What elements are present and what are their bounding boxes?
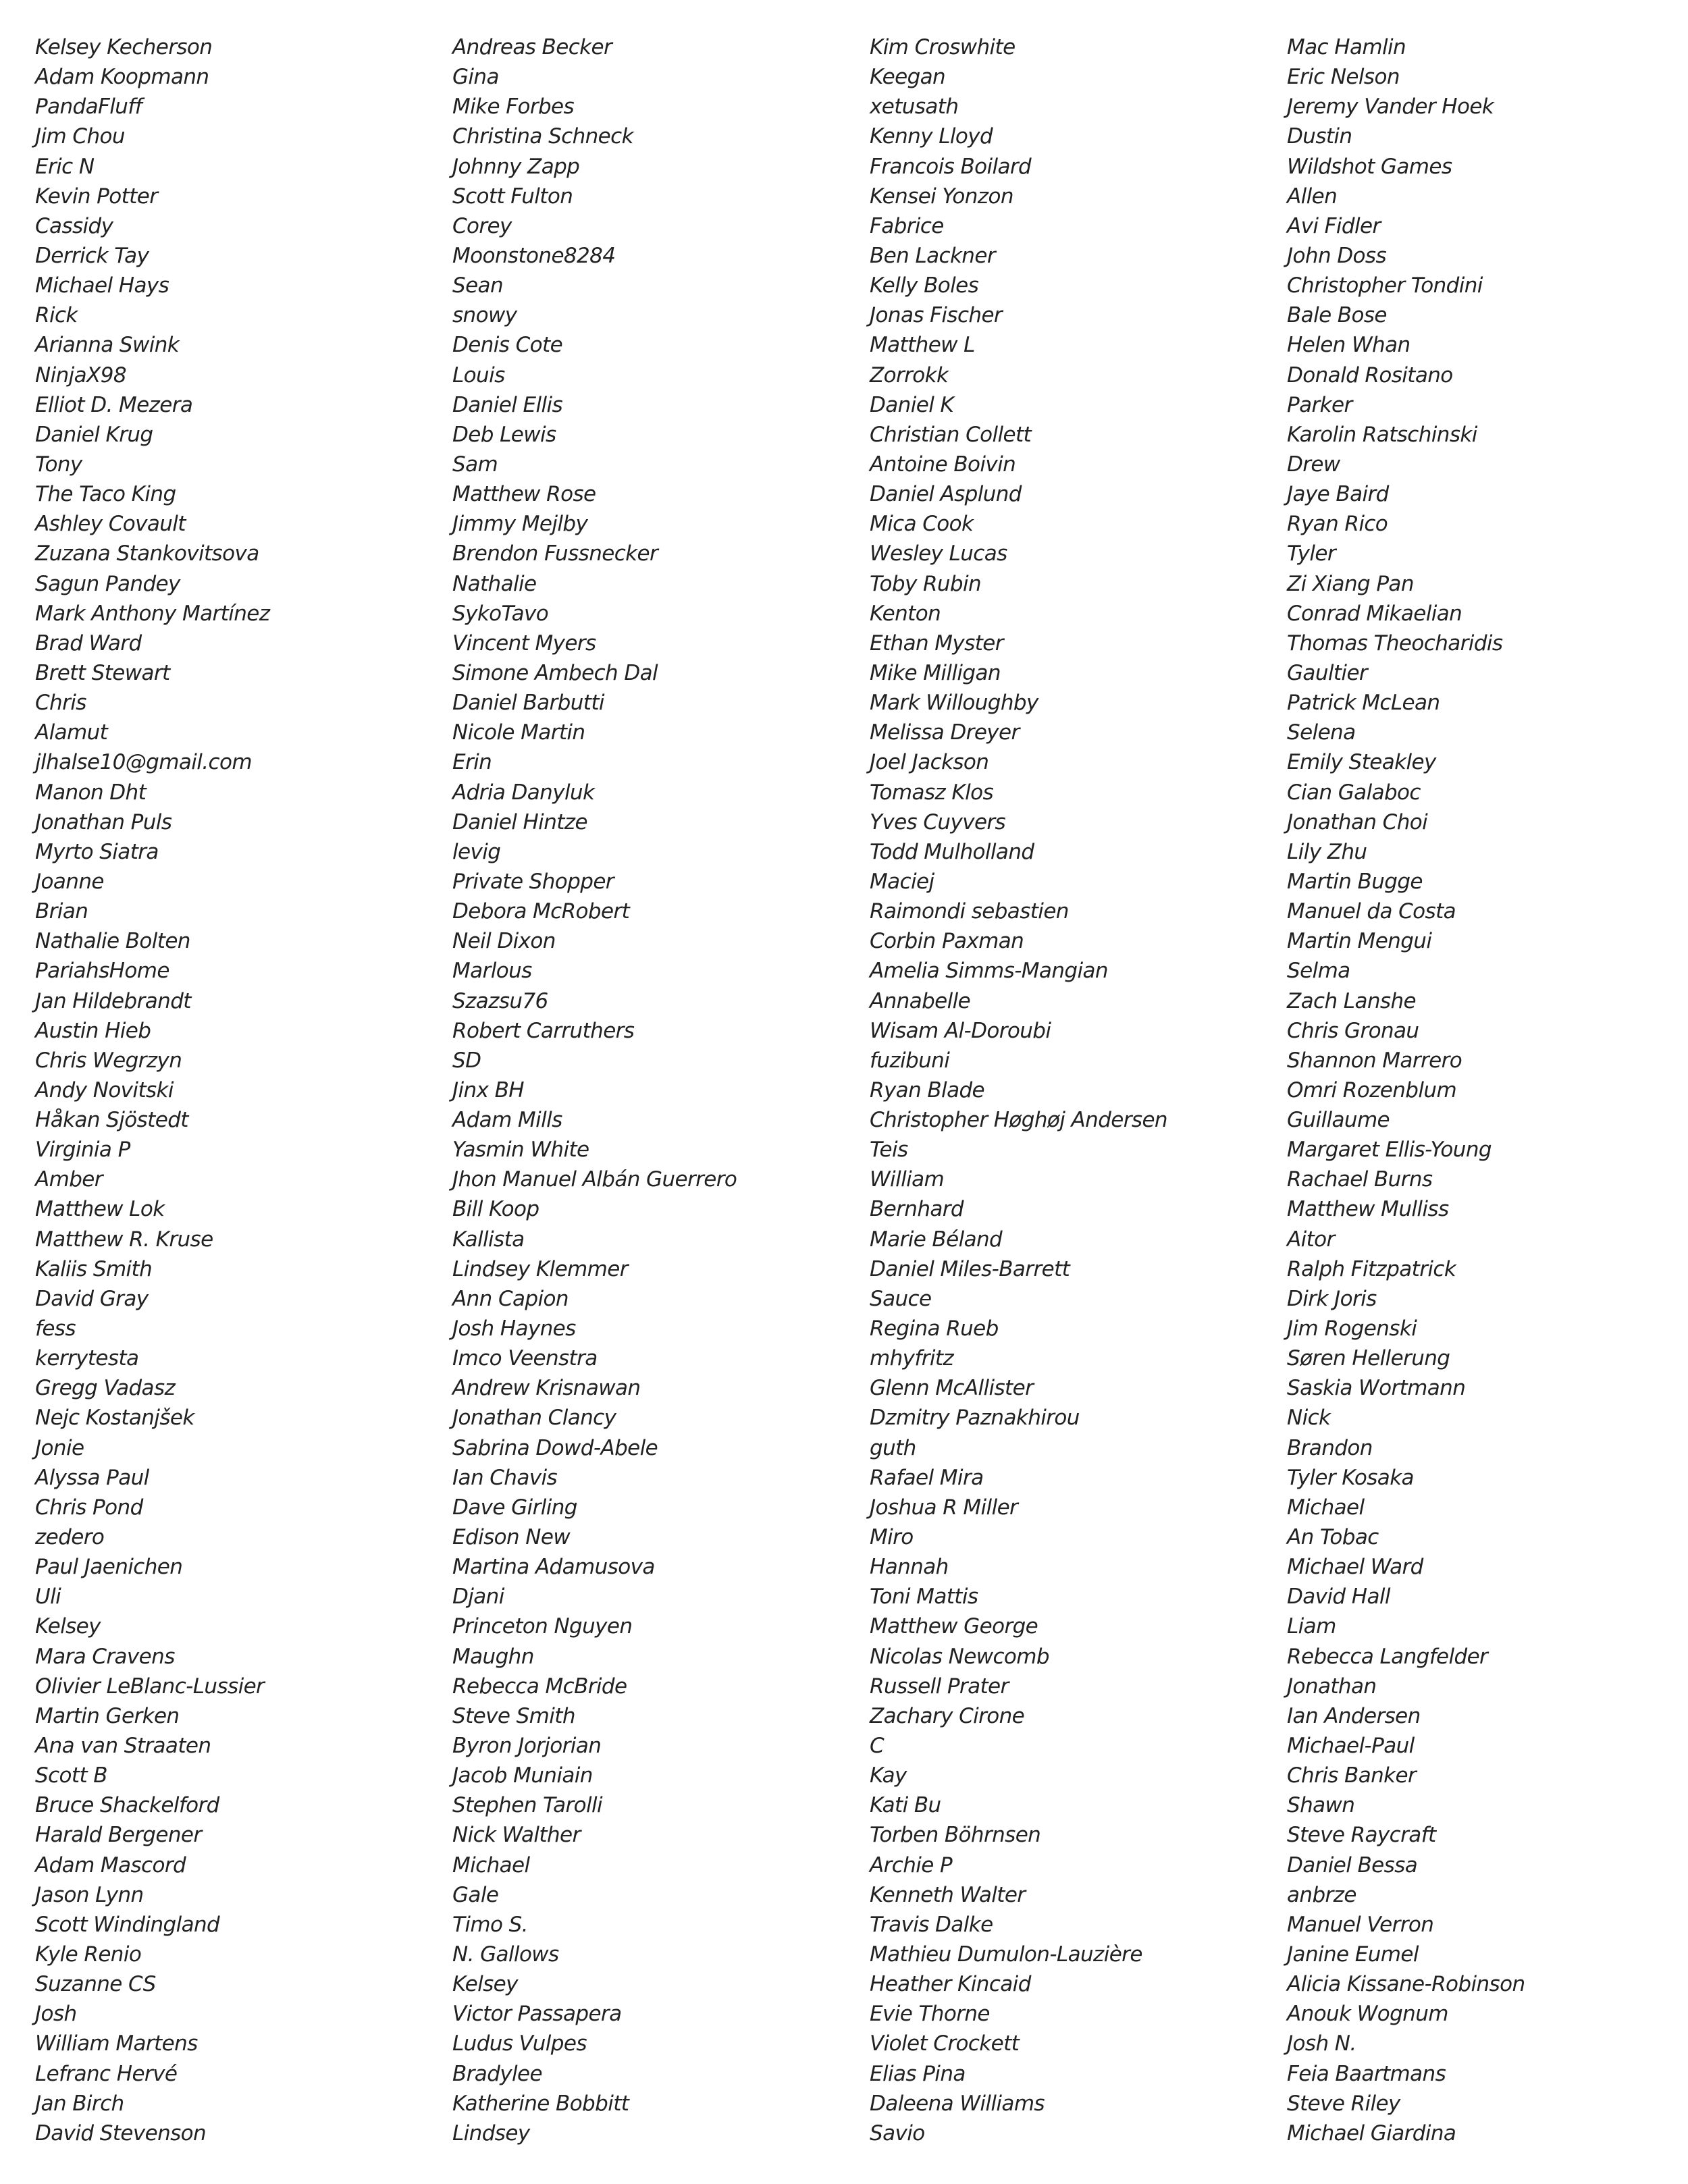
name-entry: Kenneth Walter bbox=[870, 1882, 1026, 1907]
name-entry: Kelly Boles bbox=[870, 273, 979, 298]
name-entry: Mathieu Dumulon-Lauzière bbox=[870, 1942, 1142, 1967]
name-entry: Zachary Cirone bbox=[870, 1703, 1025, 1728]
name-entry: Kay bbox=[870, 1763, 907, 1788]
name-entry: Rachael Burns bbox=[1287, 1167, 1433, 1192]
name-entry: Emily Steakley bbox=[1287, 750, 1436, 775]
name-entry: Christina Schneck bbox=[452, 124, 633, 149]
name-entry: Russell Prater bbox=[870, 1674, 1009, 1699]
name-entry: Jhon Manuel Albán Guerrero bbox=[452, 1167, 737, 1192]
name-entry: fuzibuni bbox=[870, 1048, 950, 1073]
name-entry: Brad Ward bbox=[35, 631, 142, 656]
name-entry: Lindsey bbox=[452, 2121, 530, 2146]
name-entry: Mac Hamlin bbox=[1287, 35, 1406, 59]
name-entry: Raimondi sebastien bbox=[870, 899, 1069, 924]
name-column-3 bbox=[870, 32, 1275, 2148]
name-entry: Elliot D. Mezera bbox=[35, 392, 193, 417]
name-entry: Lefranc Hervé bbox=[35, 2061, 178, 2086]
name-entry: Kenny Lloyd bbox=[870, 124, 993, 149]
name-entry: Jonathan Choi bbox=[1287, 809, 1428, 834]
name-entry: Guillaume bbox=[1287, 1108, 1390, 1133]
name-entry: Jan Birch bbox=[35, 2091, 124, 2116]
name-entry: Harald Bergener bbox=[35, 1823, 202, 1848]
name-entry: Gaultier bbox=[1287, 660, 1368, 685]
name-entry: Manon Dht bbox=[35, 780, 147, 805]
name-entry: Nathalie Bolten bbox=[35, 929, 190, 954]
name-entry: Toby Rubin bbox=[870, 571, 982, 596]
name-entry: Bill Koop bbox=[452, 1197, 539, 1222]
name-entry: Matthew Lok bbox=[35, 1197, 165, 1222]
name-entry: Jason Lynn bbox=[35, 1882, 144, 1907]
name-entry: SD bbox=[452, 1048, 481, 1073]
name-entry: Sean bbox=[452, 273, 503, 298]
name-entry: Rick bbox=[35, 303, 78, 328]
name-entry: Bale Bose bbox=[1287, 303, 1387, 328]
name-entry: Anouk Wognum bbox=[1287, 2002, 1448, 2027]
name-entry: Ludus Vulpes bbox=[452, 2031, 587, 2056]
name-entry: Cassidy bbox=[35, 213, 113, 238]
name-entry: Michael bbox=[452, 1853, 530, 1877]
name-entry: Christopher Tondini bbox=[1287, 273, 1483, 298]
name-column-2 bbox=[452, 32, 858, 2148]
name-entry: Jonathan Puls bbox=[35, 809, 172, 834]
name-entry: Nicolas Newcomb bbox=[870, 1644, 1049, 1669]
name-entry: C bbox=[870, 1734, 885, 1759]
name-entry: Vincent Myers bbox=[452, 631, 596, 656]
name-entry: Sam bbox=[452, 452, 498, 477]
name-entry: PandaFluff bbox=[35, 95, 142, 119]
name-entry: Neil Dixon bbox=[452, 929, 556, 954]
name-entry: Steve Smith bbox=[452, 1703, 575, 1728]
name-entry: Sagun Pandey bbox=[35, 571, 180, 596]
name-entry: NinjaX98 bbox=[35, 363, 126, 388]
name-entry: Patrick McLean bbox=[1287, 691, 1440, 716]
name-entry: Kevin Potter bbox=[35, 184, 158, 209]
name-entry: Austin Hieb bbox=[35, 1018, 151, 1043]
name-entry: Tyler Kosaka bbox=[1287, 1465, 1414, 1490]
name-entry: SykoTavo bbox=[452, 601, 549, 626]
name-entry: Donald Rositano bbox=[1287, 363, 1453, 388]
name-entry: Daniel K bbox=[870, 392, 954, 417]
name-entry: Gina bbox=[452, 65, 499, 90]
name-entry: Dzmitry Paznakhirou bbox=[870, 1406, 1080, 1431]
name-entry: Daniel Ellis bbox=[452, 392, 563, 417]
name-entry: Wildshot Games bbox=[1287, 154, 1452, 179]
name-entry: Søren Hellerung bbox=[1287, 1346, 1450, 1371]
name-entry: Steve Raycraft bbox=[1287, 1823, 1436, 1848]
name-entry: Kati Bu bbox=[870, 1793, 941, 1818]
name-entry: Ann Capion bbox=[452, 1286, 569, 1311]
name-entry: Jim Chou bbox=[35, 124, 125, 149]
name-entry: Liam bbox=[1287, 1614, 1336, 1639]
name-entry: Melissa Dreyer bbox=[870, 720, 1020, 745]
name-entry: Edison New bbox=[452, 1525, 571, 1550]
name-entry: Yasmin White bbox=[452, 1138, 589, 1163]
name-entry: Adam Mills bbox=[452, 1108, 562, 1133]
name-entry: Amelia Simms-Mangian bbox=[870, 959, 1108, 984]
name-entry: Djani bbox=[452, 1584, 504, 1609]
name-entry: Sauce bbox=[870, 1286, 932, 1311]
name-entry: Rebecca Langfelder bbox=[1287, 1644, 1488, 1669]
name-entry: Martina Adamusova bbox=[452, 1555, 655, 1580]
name-entry: Derrick Tay bbox=[35, 243, 149, 268]
name-entry: Miro bbox=[870, 1525, 914, 1550]
name-entry: Glenn McAllister bbox=[870, 1376, 1034, 1401]
name-entry: Karolin Ratschinski bbox=[1287, 422, 1477, 447]
name-entry: Brendon Fussnecker bbox=[452, 541, 658, 566]
name-entry: Ryan Blade bbox=[870, 1077, 985, 1102]
name-entry: Christopher Høghøj Andersen bbox=[870, 1108, 1167, 1133]
name-entry: Ian Andersen bbox=[1287, 1703, 1421, 1728]
name-entry: Josh bbox=[35, 2002, 77, 2027]
name-entry: Matthew R. Kruse bbox=[35, 1227, 213, 1252]
name-entry: Ethan Myster bbox=[870, 631, 1003, 656]
name-entry: Robert Carruthers bbox=[452, 1018, 635, 1043]
name-entry: Eric Nelson bbox=[1287, 65, 1400, 90]
name-entry: xetusath bbox=[870, 95, 959, 119]
name-entry: Moonstone8284 bbox=[452, 243, 616, 268]
name-entry: anbrze bbox=[1287, 1882, 1356, 1907]
name-entry: Francois Boilard bbox=[870, 154, 1032, 179]
name-entry: Andrew Krisnawan bbox=[452, 1376, 641, 1401]
name-entry: Ashley Covault bbox=[35, 512, 186, 537]
name-entry: Scott B bbox=[35, 1763, 107, 1788]
name-entry: Chris Gronau bbox=[1287, 1018, 1419, 1043]
name-entry: Zi Xiang Pan bbox=[1287, 571, 1414, 596]
name-entry: Manuel Verron bbox=[1287, 1912, 1434, 1937]
name-entry: Mica Cook bbox=[870, 512, 974, 537]
name-entry: Zach Lanshe bbox=[1287, 988, 1416, 1013]
name-entry: Selena bbox=[1287, 720, 1356, 745]
name-entry: guth bbox=[870, 1435, 916, 1460]
name-entry: snowy bbox=[452, 303, 517, 328]
name-entry: Saskia Wortmann bbox=[1287, 1376, 1466, 1401]
name-entry: Adria Danyluk bbox=[452, 780, 595, 805]
name-entry: Brian bbox=[35, 899, 88, 924]
name-entry: Kensei Yonzon bbox=[870, 184, 1013, 209]
name-entry: Omri Rozenblum bbox=[1287, 1077, 1457, 1102]
name-entry: Jacob Muniain bbox=[452, 1763, 593, 1788]
name-entry: Olivier LeBlanc-Lussier bbox=[35, 1674, 265, 1699]
name-entry: Rebecca McBride bbox=[452, 1674, 627, 1699]
name-entry: Toni Mattis bbox=[870, 1584, 978, 1609]
name-entry: Jonas Fischer bbox=[870, 303, 1003, 328]
name-entry: Daniel Krug bbox=[35, 422, 153, 447]
name-entry: Todd Mulholland bbox=[870, 839, 1034, 864]
name-entry: Teis bbox=[870, 1138, 908, 1163]
name-entry: Elias Pina bbox=[870, 2061, 966, 2086]
name-entry: Joshua R Miller bbox=[870, 1495, 1018, 1520]
name-entry: Matthew Mulliss bbox=[1287, 1197, 1449, 1222]
name-entry: Regina Rueb bbox=[870, 1316, 999, 1341]
name-entry: Daniel Asplund bbox=[870, 482, 1022, 507]
name-entry: Jaye Baird bbox=[1287, 482, 1389, 507]
name-entry: mhyfritz bbox=[870, 1346, 954, 1371]
name-entry: Mark Willoughby bbox=[870, 691, 1038, 716]
name-entry: Gregg Vadasz bbox=[35, 1376, 176, 1401]
name-entry: Simone Ambech Dal bbox=[452, 660, 658, 685]
name-entry: Chris bbox=[35, 691, 86, 716]
name-entry: Nick Walther bbox=[452, 1823, 581, 1848]
name-entry: Nicole Martin bbox=[452, 720, 585, 745]
name-entry: Thomas Theocharidis bbox=[1287, 631, 1503, 656]
name-entry: Gale bbox=[452, 1882, 499, 1907]
name-entry: Håkan Sjöstedt bbox=[35, 1108, 188, 1133]
name-entry: Suzanne CS bbox=[35, 1972, 156, 1997]
name-entry: Michael-Paul bbox=[1287, 1734, 1415, 1759]
name-entry: Debora McRobert bbox=[452, 899, 630, 924]
name-entry: Byron Jorjorian bbox=[452, 1734, 602, 1759]
name-entry: Wesley Lucas bbox=[870, 541, 1007, 566]
name-entry: Kaliis Smith bbox=[35, 1256, 153, 1281]
name-entry: Evie Thorne bbox=[870, 2002, 990, 2027]
name-entry: Josh N. bbox=[1287, 2031, 1356, 2056]
name-entry: Kelsey Kecherson bbox=[35, 35, 213, 59]
name-entry: Marie Béland bbox=[870, 1227, 1003, 1252]
name-entry: David Stevenson bbox=[35, 2121, 207, 2146]
name-entry: Adam Mascord bbox=[35, 1853, 186, 1877]
name-entry: Kelsey bbox=[35, 1614, 101, 1639]
name-entry: Zuzana Stankovitsova bbox=[35, 541, 259, 566]
name-entry: David Hall bbox=[1287, 1584, 1390, 1609]
name-entry: Erin bbox=[452, 750, 492, 775]
name-entry: Conrad Mikaelian bbox=[1287, 601, 1462, 626]
name-entry: jlhalse10@gmail.com bbox=[35, 750, 252, 775]
name-entry: Brandon bbox=[1287, 1435, 1373, 1460]
name-entry: Johnny Zapp bbox=[452, 154, 580, 179]
name-entry: PariahsHome bbox=[35, 959, 169, 984]
name-entry: Victor Passapera bbox=[452, 2002, 622, 2027]
name-entry: Imco Veenstra bbox=[452, 1346, 598, 1371]
name-entry: Jonie bbox=[35, 1435, 84, 1460]
name-entry: Amber bbox=[35, 1167, 103, 1192]
name-entry: Matthew George bbox=[870, 1614, 1038, 1639]
name-entry: Mara Cravens bbox=[35, 1644, 175, 1669]
name-entry: Martin Bugge bbox=[1287, 869, 1423, 894]
name-entry: Bruce Shackelford bbox=[35, 1793, 219, 1818]
name-entry: Michael Ward bbox=[1287, 1555, 1423, 1580]
name-entry: Feia Baartmans bbox=[1287, 2061, 1446, 2086]
name-entry: fess bbox=[35, 1316, 76, 1341]
name-entry: Jan Hildebrandt bbox=[35, 988, 191, 1013]
name-entry: Adam Koopmann bbox=[35, 65, 209, 90]
name-entry: Mike Forbes bbox=[452, 95, 575, 119]
name-entry: Jonathan Clancy bbox=[452, 1406, 616, 1431]
name-entry: Stephen Tarolli bbox=[452, 1793, 603, 1818]
name-entry: Timo S. bbox=[452, 1912, 528, 1937]
name-entry: Jonathan bbox=[1287, 1674, 1377, 1699]
name-entry: Manuel da Costa bbox=[1287, 899, 1456, 924]
name-entry: Kyle Renio bbox=[35, 1942, 142, 1967]
name-entry: Wisam Al-Doroubi bbox=[870, 1018, 1051, 1043]
name-entry: Jinx BH bbox=[452, 1077, 524, 1102]
name-entry: Andreas Becker bbox=[452, 35, 612, 59]
name-entry: Uli bbox=[35, 1584, 61, 1609]
name-entry: Travis Dalke bbox=[870, 1912, 993, 1937]
name-entry: Chris Banker bbox=[1287, 1763, 1417, 1788]
name-entry: John Doss bbox=[1287, 243, 1386, 268]
name-entry: Michael Giardina bbox=[1287, 2121, 1456, 2146]
name-entry: Chris Wegrzyn bbox=[35, 1048, 182, 1073]
name-entry: Daniel Miles-Barrett bbox=[870, 1256, 1070, 1281]
name-entry: Aitor bbox=[1287, 1227, 1335, 1252]
name-entry: Bradylee bbox=[452, 2061, 542, 2086]
name-entry: zedero bbox=[35, 1525, 105, 1550]
name-entry: Virginia P bbox=[35, 1138, 130, 1163]
name-entry: Corey bbox=[452, 213, 512, 238]
name-entry: Annabelle bbox=[870, 988, 971, 1013]
name-entry: Margaret Ellis-Young bbox=[1287, 1138, 1492, 1163]
name-entry: Mark Anthony Martínez bbox=[35, 601, 270, 626]
name-entry: Myrto Siatra bbox=[35, 839, 159, 864]
name-entry: William Martens bbox=[35, 2031, 198, 2056]
name-entry: Jim Rogenski bbox=[1287, 1316, 1417, 1341]
name-entry: Nick bbox=[1287, 1406, 1331, 1431]
name-entry: Zorrokk bbox=[870, 363, 949, 388]
name-entry: Steve Riley bbox=[1287, 2091, 1400, 2116]
name-entry: Daniel Bessa bbox=[1287, 1853, 1418, 1877]
name-entry: Heather Kincaid bbox=[870, 1972, 1031, 1997]
name-entry: Antoine Boivin bbox=[870, 452, 1016, 477]
name-entry: N. Gallows bbox=[452, 1942, 559, 1967]
name-entry: Kallista bbox=[452, 1227, 525, 1252]
name-entry: Alyssa Paul bbox=[35, 1465, 149, 1490]
name-entry: Scott Fulton bbox=[452, 184, 573, 209]
name-entry: Michael bbox=[1287, 1495, 1365, 1520]
name-entry: Nejc Kostanjšek bbox=[35, 1406, 194, 1431]
name-entry: Selma bbox=[1287, 959, 1350, 984]
name-entry: The Taco King bbox=[35, 482, 176, 507]
name-entry: Kim Croswhite bbox=[870, 35, 1016, 59]
name-entry: Marlous bbox=[452, 959, 532, 984]
name-entry: William bbox=[870, 1167, 945, 1192]
name-column-1 bbox=[35, 32, 440, 2148]
name-entry: Christian Collett bbox=[870, 422, 1032, 447]
name-entry: Szazsu76 bbox=[452, 988, 548, 1013]
name-entry: Denis Cote bbox=[452, 333, 563, 358]
name-entry: Ana van Straaten bbox=[35, 1734, 211, 1759]
name-entry: Martin Gerken bbox=[35, 1703, 180, 1728]
name-entry: Joanne bbox=[35, 869, 104, 894]
name-entry: Tomasz Klos bbox=[870, 780, 994, 805]
name-entry: Ralph Fitzpatrick bbox=[1287, 1256, 1456, 1281]
name-entry: Hannah bbox=[870, 1555, 949, 1580]
name-entry: Andy Novitski bbox=[35, 1077, 174, 1102]
name-entry: Parker bbox=[1287, 392, 1352, 417]
name-entry: Cian Galaboc bbox=[1287, 780, 1421, 805]
name-entry: Chris Pond bbox=[35, 1495, 143, 1520]
name-entry: Matthew L bbox=[870, 333, 975, 358]
name-entry: Drew bbox=[1287, 452, 1340, 477]
name-entry: Jeremy Vander Hoek bbox=[1287, 95, 1494, 119]
name-entry: Daniel Barbutti bbox=[452, 691, 604, 716]
name-entry: Shannon Marrero bbox=[1287, 1048, 1462, 1073]
name-entry: Shawn bbox=[1287, 1793, 1355, 1818]
name-entry: Janine Eumel bbox=[1287, 1942, 1419, 1967]
name-entry: Princeton Nguyen bbox=[452, 1614, 633, 1639]
name-entry: Dirk Joris bbox=[1287, 1286, 1377, 1311]
name-entry: An Tobac bbox=[1287, 1525, 1379, 1550]
name-entry: Matthew Rose bbox=[452, 482, 596, 507]
name-entry: Torben Böhrnsen bbox=[870, 1823, 1041, 1848]
name-entry: Mike Milligan bbox=[870, 660, 1001, 685]
name-entry: Arianna Swink bbox=[35, 333, 180, 358]
name-column-4 bbox=[1287, 32, 1688, 2148]
name-entry: Violet Crockett bbox=[870, 2031, 1020, 2056]
name-entry: Lily Zhu bbox=[1287, 839, 1367, 864]
name-entry: Kenton bbox=[870, 601, 941, 626]
name-entry: Sabrina Dowd-Abele bbox=[452, 1435, 658, 1460]
name-entry: Maciej bbox=[870, 869, 934, 894]
name-entry: levig bbox=[452, 839, 501, 864]
name-entry: Archie P bbox=[870, 1853, 953, 1877]
name-entry: Josh Haynes bbox=[452, 1316, 576, 1341]
name-entry: Rafael Mira bbox=[870, 1465, 984, 1490]
name-entry: Keegan bbox=[870, 65, 946, 90]
name-entry: Paul Jaenichen bbox=[35, 1555, 183, 1580]
name-entry: kerrytesta bbox=[35, 1346, 139, 1371]
name-entry: Brett Stewart bbox=[35, 660, 170, 685]
name-entry: Yves Cuyvers bbox=[870, 809, 1006, 834]
name-entry: Dave Girling bbox=[452, 1495, 577, 1520]
name-entry: Lindsey Klemmer bbox=[452, 1256, 628, 1281]
name-entry: Allen bbox=[1287, 184, 1338, 209]
name-entry: Helen Whan bbox=[1287, 333, 1410, 358]
name-entry: Jimmy Mejlby bbox=[452, 512, 588, 537]
name-entry: Dustin bbox=[1287, 124, 1352, 149]
name-entry: Louis bbox=[452, 363, 505, 388]
name-entry: Avi Fidler bbox=[1287, 213, 1381, 238]
name-entry: Fabrice bbox=[870, 213, 944, 238]
name-entry: Deb Lewis bbox=[452, 422, 556, 447]
name-entry: Savio bbox=[870, 2121, 925, 2146]
name-entry: Martin Mengui bbox=[1287, 929, 1432, 954]
name-entry: Bernhard bbox=[870, 1197, 964, 1222]
name-entry: Scott Windingland bbox=[35, 1912, 220, 1937]
name-entry: Daniel Hintze bbox=[452, 809, 587, 834]
name-entry: Alicia Kissane-Robinson bbox=[1287, 1972, 1525, 1997]
name-entry: Nathalie bbox=[452, 571, 537, 596]
name-entry: Michael Hays bbox=[35, 273, 169, 298]
name-entry: Daleena Williams bbox=[870, 2091, 1045, 2116]
name-entry: Private Shopper bbox=[452, 869, 614, 894]
name-entry: Joel Jackson bbox=[870, 750, 989, 775]
name-entry: Ben Lackner bbox=[870, 243, 995, 268]
name-entry: Tyler bbox=[1287, 541, 1336, 566]
name-entry: Tony bbox=[35, 452, 82, 477]
name-entry: Eric N bbox=[35, 154, 95, 179]
name-entry: Kelsey bbox=[452, 1972, 518, 1997]
name-entry: Katherine Bobbitt bbox=[452, 2091, 629, 2116]
name-entry: Maughn bbox=[452, 1644, 534, 1669]
name-entry: Corbin Paxman bbox=[870, 929, 1024, 954]
name-entry: Ian Chavis bbox=[452, 1465, 558, 1490]
name-entry: Alamut bbox=[35, 720, 108, 745]
name-entry: Ryan Rico bbox=[1287, 512, 1388, 537]
name-entry: David Gray bbox=[35, 1286, 149, 1311]
